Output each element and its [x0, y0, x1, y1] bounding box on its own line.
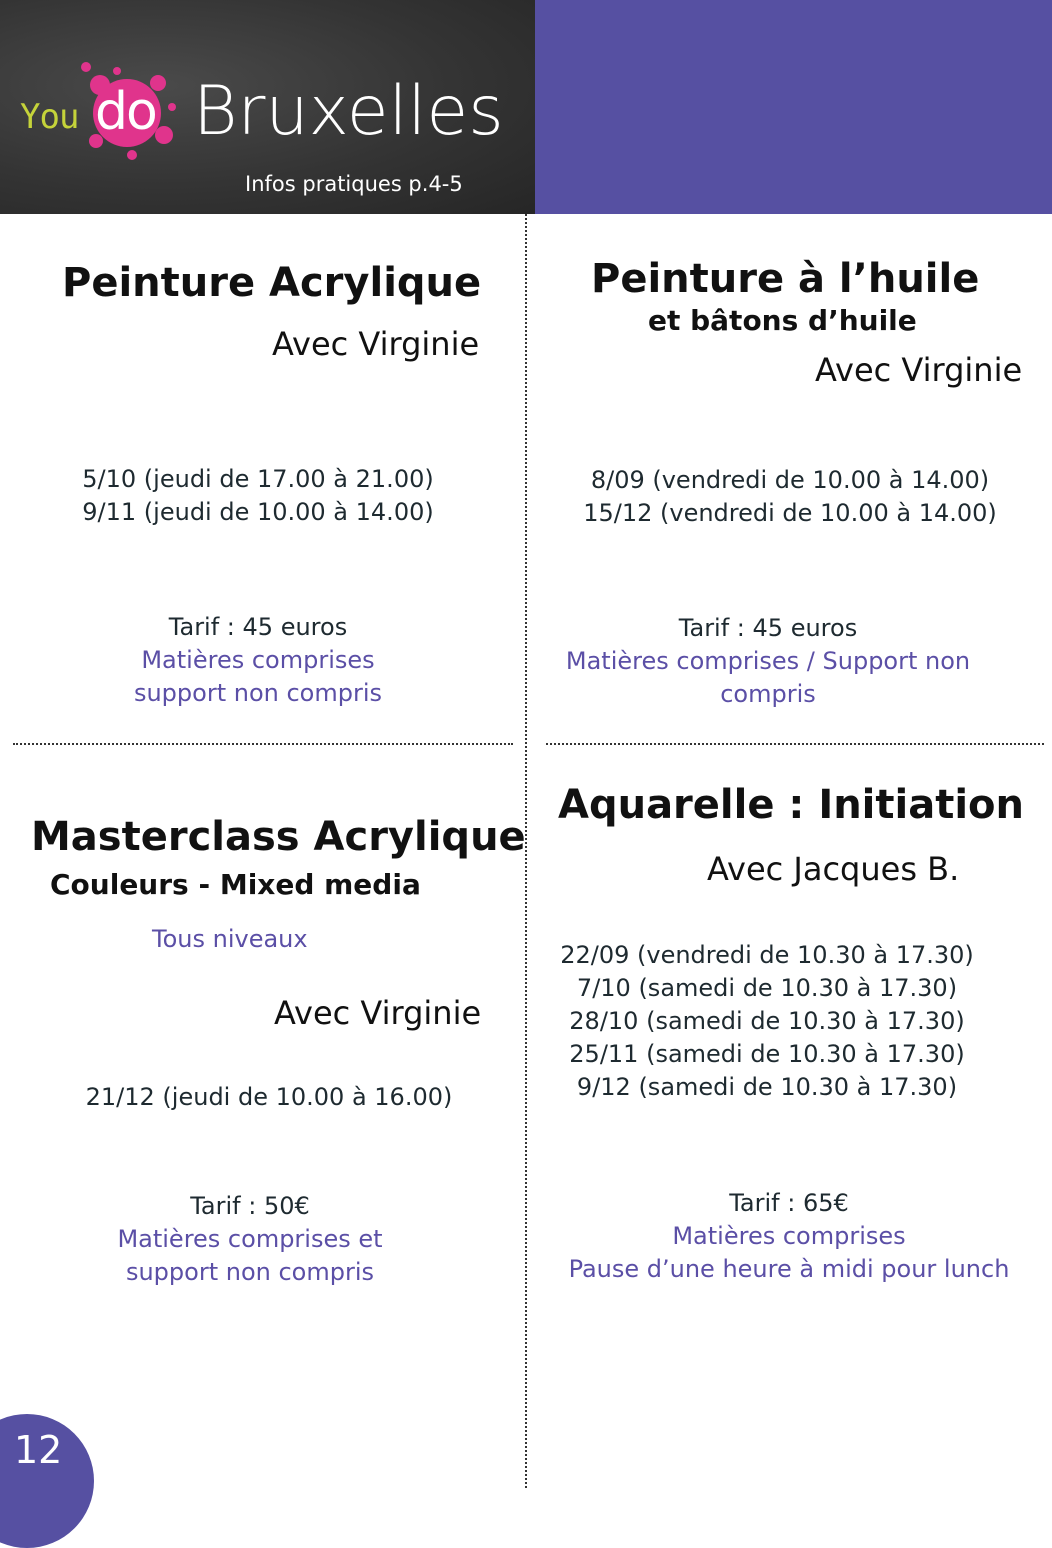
- horizontal-divider-left: [13, 743, 513, 745]
- date-line: 8/09 (vendredi de 10.00 à 14.00): [590, 466, 990, 494]
- note-line: Matières comprises: [672, 1222, 906, 1250]
- logo-do: do: [95, 82, 156, 142]
- course-teacher: Avec Virginie: [815, 351, 1023, 389]
- date-line: 5/10 (jeudi de 17.00 à 21.00): [82, 465, 434, 493]
- header-chalkboard: [0, 0, 535, 214]
- note-line: Matières comprises et: [117, 1225, 383, 1253]
- course-teacher: Avec Virginie: [272, 325, 480, 363]
- course-notes: [535, 645, 1001, 711]
- course-title: Aquarelle : Initiation: [558, 782, 1024, 828]
- date-line: 22/09 (vendredi de 10.30 à 17.30): [560, 941, 974, 969]
- date-line: 7/10 (samedi de 10.30 à 17.30): [576, 974, 958, 1002]
- course-dates: [535, 464, 1045, 530]
- logo-city: Bruxelles: [193, 72, 504, 151]
- course-subtitle: Couleurs - Mixed media: [50, 868, 421, 901]
- date-line: 9/11 (jeudi de 10.00 à 14.00): [82, 498, 434, 526]
- horizontal-divider-right: [546, 743, 1044, 745]
- course-notes: [0, 1223, 500, 1289]
- course-notes: [0, 644, 516, 710]
- date-line: 15/12 (vendredi de 10.00 à 14.00): [583, 499, 997, 527]
- note-line: Matières comprises / Support non: [565, 647, 971, 675]
- header-accent-block: [535, 0, 1052, 214]
- course-tarif: Tarif : 50€: [190, 1192, 310, 1220]
- date-line: 9/12 (samedi de 10.30 à 17.30): [576, 1073, 958, 1101]
- header-subtitle: Infos pratiques p.4-5: [245, 172, 463, 196]
- course-teacher: Avec Virginie: [274, 994, 482, 1032]
- note-line: Matières comprises: [141, 646, 375, 674]
- course-dates: [0, 463, 516, 529]
- date-line: 28/10 (samedi de 10.30 à 17.30): [569, 1007, 965, 1035]
- note-line: support non compris: [133, 679, 383, 707]
- course-tarif: Tarif : 45 euros: [678, 614, 858, 642]
- note-line: Pause d’une heure à midi pour lunch: [568, 1255, 1010, 1283]
- note-line: compris: [720, 680, 816, 708]
- course-subtitle: et bâtons d’huile: [648, 304, 917, 337]
- date-line: 21/12 (jeudi de 10.00 à 16.00): [85, 1083, 453, 1111]
- note-line: support non compris: [125, 1258, 375, 1286]
- course-teacher: Avec Jacques B.: [707, 850, 960, 888]
- course-level: Tous niveaux: [152, 925, 308, 953]
- course-title: Peinture Acrylique: [62, 260, 482, 306]
- course-notes: [535, 1220, 1043, 1286]
- course-title: Peinture à l’huile: [591, 256, 980, 302]
- course-dates: [12, 1081, 526, 1114]
- course-tarif: Tarif : 65€: [729, 1189, 849, 1217]
- course-tarif: Tarif : 45 euros: [168, 613, 348, 641]
- course-dates: [535, 939, 999, 1104]
- date-line: 25/11 (samedi de 10.30 à 17.30): [569, 1040, 965, 1068]
- page-number: 12: [14, 1428, 63, 1472]
- logo-you: You: [20, 97, 79, 137]
- course-title: Masterclass Acrylique: [31, 814, 526, 860]
